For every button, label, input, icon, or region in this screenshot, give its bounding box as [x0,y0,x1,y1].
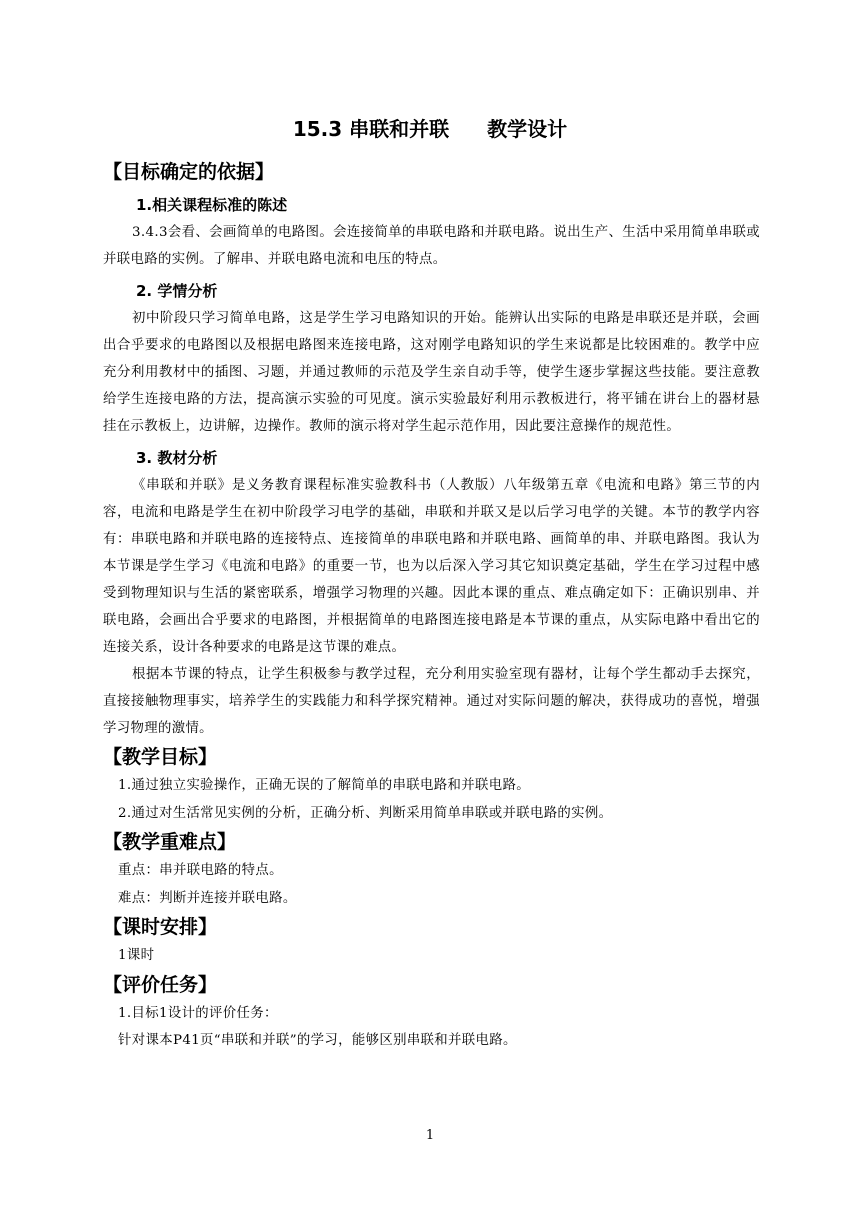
paragraph-curriculum-standard: 3.4.3会看、会画简单的电路图。会连接简单的串联电路和并联电路。说出生产、生活中采用简单串联或并联电路的实例。了解串、并联电路电流和电压的特点。 [103,225,760,267]
subheading-student-analysis: 2. 学情分析 [136,282,218,300]
subheading-curriculum-standard: 1.相关课程标准的陈述 [136,196,288,214]
goal-item-1: 1.通过独立实验操作，正确无误的了解简单的串联电路和并联电路。 [118,778,530,793]
section-heading-evaluation: 【评价任务】 [103,973,218,996]
document-title [0,113,860,142]
section-heading-key-points: 【教学重难点】 [103,831,237,853]
title-main: 15.3 串联和并联 [292,117,450,141]
goal-item-2: 2.通过对生活常见实例的分析，正确分析、判断采用简单串联或并联电路的实例。 [118,805,613,821]
paragraph-textbook-analysis-2: 根据本节课的特点，让学生积极参与教学过程，充分利用实验室现有器材，让每个学生都动手去探究，直接接触物理事实，培养学生的实践能力和科学探究精神。通过对实际问题的解决，获得成功的喜悦，增强学习物理的激情。 [103,667,760,736]
section-heading-basis: 【目标确定的依据】 [103,161,275,183]
evaluation-item-1: 1.目标1设计的评价任务： [118,1005,278,1021]
section-heading-schedule: 【课时安排】 [103,916,218,938]
schedule-value: 1课时 [118,948,155,963]
document-body [103,157,760,1055]
key-point: 重点：串并联电路的特点。 [118,863,283,878]
title-sub: 教学设计 [487,117,568,141]
section-heading-goals: 【教学目标】 [103,746,218,768]
paragraph-textbook-analysis-1: 《串联和并联》是义务教育课程标准实验教科书（人教版）八年级第五章《电流和电路》第三节的内容，电流和电路是学生在初中阶段学习电学的基础，串联和并联又是以后学习电学的关键。本节的教学内容有：串联电路和并联电路的连接特点、连接简单的串联电路和并联电路、画简单的串、并联电路图。我认为本节课是学生学习《电流和电路》的重要一节，也为以后深入学习其它知识奠定基础，学生在学习过程中感受到物理知识与生活的紧密联系，增强学习物理的兴趣。因此本课的重点、难点确定如下：正确识别串、并联电路，会画出合乎要求的电路图，并根据简单的电路图连接电路是本节课的重点，从实际电路中看出它的连接关系，设计各种要求的电路是这节课的难点。 [103,478,760,655]
page-number: 1 [425,1128,435,1143]
difficulty-point: 难点：判断并连接并联电路。 [118,890,297,906]
paragraph-student-analysis: 初中阶段只学习简单电路，这是学生学习电路知识的开始。能辨认出实际的电路是串联还是并联，会画出合乎要求的电路图以及根据电路图来连接电路，这对刚学电路知识的学生来说都是比较困难的。教学中应充分利用教材中的插图、习题，并通过教师的示范及学生亲自动手等，使学生逐步掌握这些技能。要注意教给学生连接电路的方法，提高演示实验的可见度。演示实验最好利用示教板进行，将平铺在讲台上的器材悬挂在示教板上，边讲解，边操作。教师的演示将对学生起示范作用，因此要注意操作的规范性。 [103,311,760,434]
subheading-textbook-analysis: 3. 教材分析 [136,449,218,467]
evaluation-item-1-text: 针对课本P41页“串联和并联”的学习，能够区别串联和并联电路。 [118,1033,517,1048]
